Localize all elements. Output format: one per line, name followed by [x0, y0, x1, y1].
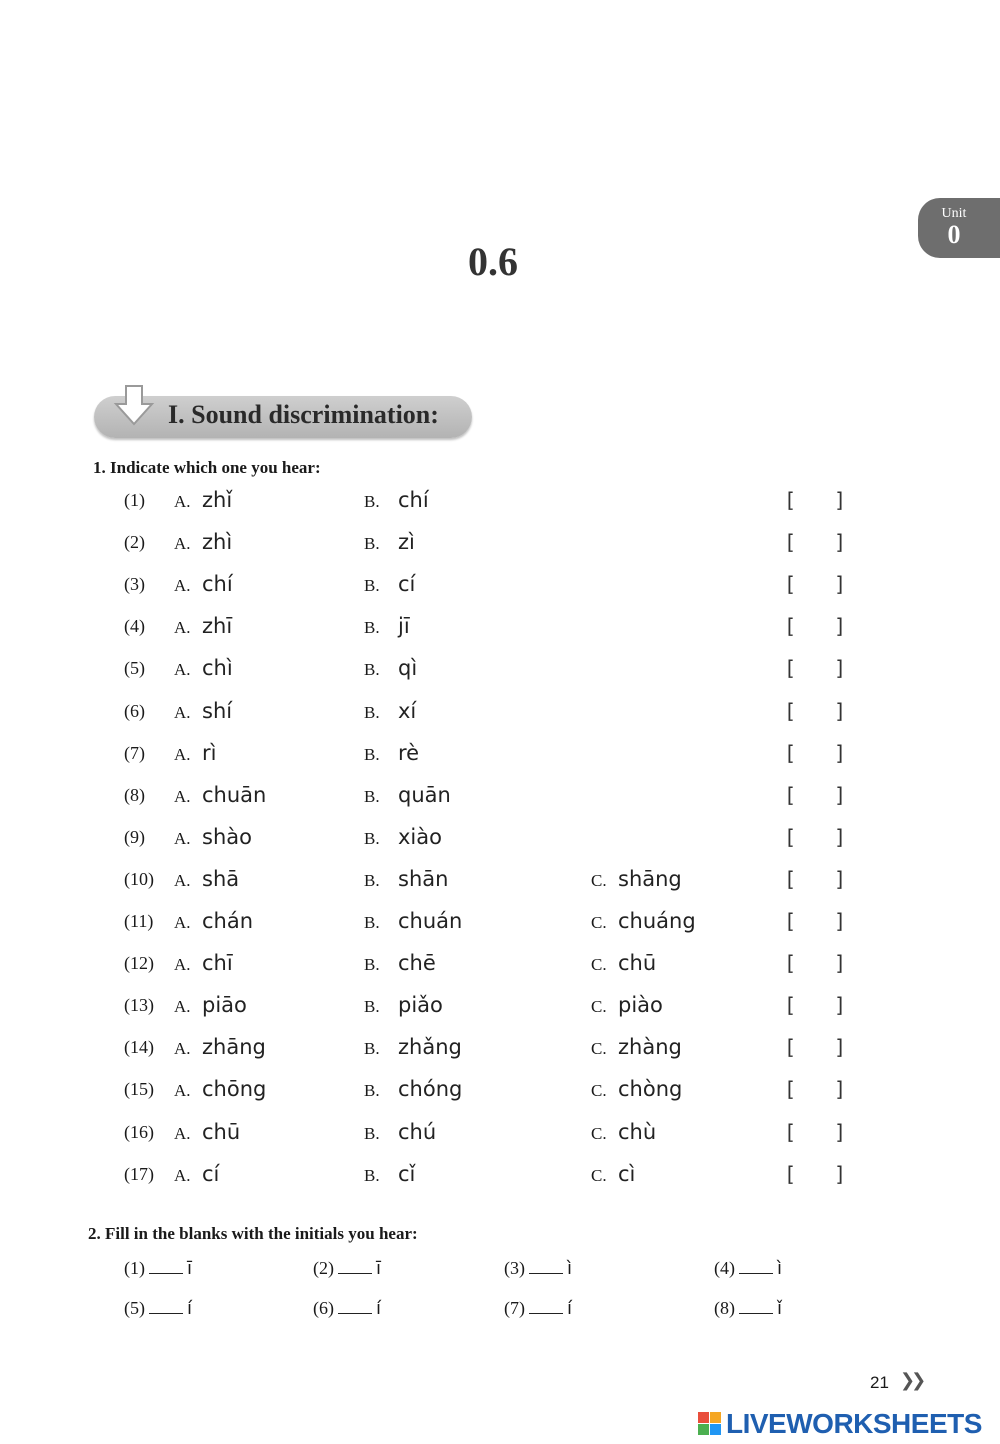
answer-bracket-close: ] [834, 572, 847, 597]
option-c-label: C. [591, 1165, 607, 1185]
answer-bracket-close: ] [834, 866, 847, 891]
item-number: (4) [714, 1258, 735, 1278]
answer-bracket-close: ] [834, 1119, 847, 1144]
blank-input[interactable] [529, 1259, 563, 1274]
option-a-pinyin[interactable]: shí [202, 698, 233, 723]
fill-blank-item[interactable] [714, 1258, 782, 1279]
final-vowel: ī [376, 1258, 382, 1279]
answer-bracket-close: ] [834, 614, 847, 639]
option-b-pinyin[interactable]: shān [398, 866, 449, 891]
item-number: (14) [124, 1037, 154, 1058]
option-c-pinyin[interactable]: chù [618, 1119, 657, 1144]
option-c-label: C. [591, 870, 607, 890]
item-number: (17) [124, 1163, 154, 1184]
option-a-label: A. [174, 576, 191, 596]
answer-bracket-open: [ [784, 698, 797, 723]
item-number: (8) [124, 784, 145, 805]
item-number: (6) [124, 700, 145, 721]
option-b-pinyin[interactable]: chuán [398, 909, 463, 933]
option-b-label: B. [364, 1081, 380, 1101]
blank-input[interactable] [338, 1299, 372, 1314]
double-chevron-right-icon: ❯❯ [900, 1370, 923, 1391]
fill-blank-item[interactable] [124, 1298, 192, 1319]
option-a-label: A. [174, 492, 191, 511]
item-number: (7) [504, 1298, 525, 1318]
fill-blank-item[interactable] [504, 1298, 572, 1319]
item-number: (1) [124, 1258, 145, 1278]
option-a-label: A. [174, 786, 191, 806]
option-a-pinyin[interactable]: chán [202, 909, 254, 933]
option-c-pinyin[interactable]: chòng [618, 1077, 683, 1102]
option-a-pinyin[interactable]: chuān [202, 782, 267, 807]
option-b-pinyin[interactable]: zhǎng [398, 1035, 462, 1060]
answer-bracket-open: [ [784, 1119, 797, 1144]
question-row [0, 951, 1000, 997]
answer-bracket-open: [ [784, 614, 797, 639]
option-b-label: B. [364, 660, 380, 680]
final-vowel: í [376, 1298, 382, 1319]
answer-bracket-close: ] [834, 1161, 847, 1186]
question-row [0, 740, 1000, 787]
option-a-label: A. [174, 955, 191, 975]
question-row [0, 698, 1000, 745]
down-arrow-icon [110, 382, 158, 430]
option-a-label: A. [174, 618, 191, 638]
option-a-label: A. [174, 744, 191, 764]
option-a-label: A. [174, 1165, 191, 1185]
answer-bracket-close: ] [834, 1035, 847, 1060]
option-c-pinyin[interactable]: zhàng [618, 1035, 682, 1060]
answer-bracket-open: [ [784, 1035, 797, 1060]
fill-blank-item[interactable] [313, 1258, 381, 1279]
answer-bracket-close: ] [834, 993, 847, 1018]
blank-input[interactable] [338, 1259, 372, 1274]
item-number: (5) [124, 1298, 145, 1318]
item-number: (10) [124, 868, 154, 889]
answer-bracket-close: ] [834, 740, 847, 765]
option-a-pinyin[interactable]: zhī [202, 614, 233, 639]
option-b-label: B. [364, 744, 380, 764]
item-number: (5) [124, 658, 145, 679]
option-a-label: A. [174, 913, 191, 932]
answer-bracket-open: [ [784, 951, 797, 976]
option-c-label: C. [591, 955, 607, 975]
answer-bracket-close: ] [834, 698, 847, 723]
item-number: (7) [124, 742, 145, 763]
final-vowel: ǐ [777, 1298, 783, 1319]
item-number: (2) [124, 532, 145, 553]
item-number: (15) [124, 1079, 154, 1100]
question-row [0, 656, 1000, 702]
question-row [0, 530, 1000, 576]
question-row [0, 993, 1000, 1039]
answer-bracket-open: [ [784, 488, 797, 512]
section-title: I. Sound discrimination: [168, 400, 439, 429]
question-row [0, 1077, 1000, 1123]
blank-input[interactable] [149, 1259, 183, 1274]
option-b-pinyin[interactable]: piǎo [398, 993, 443, 1018]
option-c-label: C. [591, 1123, 607, 1143]
option-a-pinyin[interactable]: chōng [202, 1077, 267, 1102]
answer-bracket-close: ] [834, 782, 847, 807]
item-number: (16) [124, 1121, 154, 1142]
item-number: (1) [124, 490, 145, 510]
option-c-label: C. [591, 1081, 607, 1101]
option-b-pinyin[interactable]: cǐ [398, 1161, 416, 1186]
option-b-label: B. [364, 1039, 380, 1059]
fill-blank-item[interactable] [124, 1258, 192, 1279]
option-b-pinyin[interactable]: qì [398, 656, 418, 681]
question-row [0, 1035, 1000, 1081]
option-a-pinyin[interactable]: piāo [202, 993, 247, 1018]
option-b-pinyin[interactable]: jī [398, 614, 410, 639]
option-a-pinyin[interactable]: zhǐ [202, 488, 233, 512]
question-row [0, 824, 1000, 871]
option-a-pinyin[interactable]: chī [202, 951, 233, 976]
question-row [0, 909, 1000, 955]
option-a-label: A. [174, 660, 191, 680]
option-a-label: A. [174, 702, 191, 722]
answer-bracket-open: [ [784, 1161, 797, 1186]
option-a-pinyin[interactable]: cí [202, 1161, 220, 1186]
option-a-pinyin[interactable]: shào [202, 824, 252, 849]
option-b-pinyin[interactable]: cí [398, 572, 416, 597]
answer-bracket-open: [ [784, 740, 797, 765]
answer-bracket-open: [ [784, 866, 797, 891]
option-c-label: C. [591, 1039, 607, 1059]
question-row [0, 866, 1000, 913]
blank-input[interactable] [739, 1299, 773, 1314]
option-b-label: B. [364, 1165, 380, 1185]
liveworksheets-logo-icon [698, 1412, 722, 1436]
final-vowel: í [567, 1298, 573, 1319]
option-b-label: B. [364, 702, 380, 722]
option-a-label: A. [174, 534, 191, 554]
option-a-label: A. [174, 828, 191, 848]
item-number: (3) [124, 574, 145, 595]
answer-bracket-open: [ [784, 572, 797, 597]
option-b-label: B. [364, 955, 380, 975]
question-row [0, 1161, 1000, 1208]
final-vowel: ì [567, 1258, 573, 1279]
question-1-heading: 1. Indicate which one you hear: [93, 458, 321, 477]
item-number: (2) [313, 1258, 334, 1278]
question-row [0, 614, 1000, 660]
option-c-label: C. [591, 997, 607, 1017]
option-a-pinyin[interactable]: chū [202, 1119, 241, 1144]
option-a-pinyin[interactable]: shā [202, 866, 240, 891]
question-row [0, 782, 1000, 829]
option-c-pinyin[interactable]: cì [618, 1161, 636, 1186]
item-number: (3) [504, 1258, 525, 1278]
option-a-pinyin[interactable]: chí [202, 572, 233, 597]
fill-blank-item[interactable] [504, 1258, 572, 1279]
final-vowel: ī [187, 1258, 193, 1279]
item-number: (11) [124, 911, 154, 931]
option-b-pinyin[interactable]: chóng [398, 1077, 463, 1102]
answer-bracket-close: ] [834, 530, 847, 555]
item-number: (12) [124, 953, 154, 974]
question-row [0, 572, 1000, 618]
option-a-pinyin[interactable]: chì [202, 656, 233, 681]
answer-bracket-open: [ [784, 782, 797, 807]
answer-bracket-open: [ [784, 530, 797, 555]
fill-blank-item[interactable] [714, 1298, 782, 1319]
unit-label: Unit [941, 206, 967, 221]
fill-blank-item[interactable] [313, 1298, 381, 1319]
option-a-pinyin[interactable]: zhì [202, 530, 233, 555]
blank-input[interactable] [149, 1299, 183, 1314]
option-a-label: A. [174, 870, 191, 890]
answer-bracket-close: ] [834, 656, 847, 681]
option-a-pinyin[interactable]: rì [202, 740, 217, 765]
option-a-label: A. [174, 1039, 191, 1059]
option-b-label: B. [364, 828, 380, 848]
option-a-label: A. [174, 1123, 191, 1143]
answer-bracket-open: [ [784, 1077, 797, 1102]
option-b-label: B. [364, 534, 380, 554]
question-2-heading: 2. Fill in the blanks with the initials you hear: [88, 1224, 418, 1243]
option-a-label: A. [174, 1081, 191, 1101]
question-row [0, 1119, 1000, 1166]
option-b-pinyin[interactable]: chú [398, 1119, 437, 1144]
option-b-pinyin[interactable]: zì [398, 530, 415, 555]
answer-bracket-open: [ [784, 909, 797, 933]
option-b-pinyin[interactable]: chē [398, 951, 436, 976]
item-number: (6) [313, 1298, 334, 1318]
answer-bracket-open: [ [784, 824, 797, 849]
option-b-label: B. [364, 786, 380, 806]
unit-number: 0 [947, 220, 961, 249]
option-b-label: B. [364, 618, 380, 638]
item-number: (13) [124, 995, 154, 1016]
option-b-label: B. [364, 576, 380, 596]
question-row [0, 488, 1000, 534]
option-c-pinyin[interactable]: chū [618, 951, 657, 976]
option-b-label: B. [364, 1123, 380, 1143]
option-b-pinyin[interactable]: xí [398, 698, 417, 723]
option-c-label: C. [591, 913, 607, 932]
answer-bracket-close: ] [834, 824, 847, 849]
option-c-pinyin[interactable]: shāng [618, 866, 682, 891]
brand-name: LIVEWORKSHEETS [726, 1408, 982, 1439]
option-b-label: B. [364, 492, 380, 511]
final-vowel: í [187, 1298, 193, 1319]
answer-bracket-close: ] [834, 951, 847, 976]
answer-bracket-open: [ [784, 656, 797, 681]
item-number: (4) [124, 616, 145, 637]
page-title: 0.6 [468, 239, 518, 284]
final-vowel: ì [777, 1258, 783, 1279]
option-b-pinyin[interactable]: xiào [398, 824, 442, 849]
answer-bracket-close: ] [834, 909, 847, 933]
option-b-pinyin[interactable]: chí [398, 488, 429, 512]
answer-bracket-close: ] [834, 488, 847, 512]
option-b-pinyin[interactable]: rè [398, 740, 420, 765]
option-b-label: B. [364, 913, 380, 932]
answer-bracket-open: [ [784, 993, 797, 1018]
option-a-pinyin[interactable]: zhāng [202, 1035, 266, 1060]
option-c-pinyin[interactable]: chuáng [618, 909, 696, 933]
blank-input[interactable] [739, 1259, 773, 1274]
page-number: 21 [870, 1373, 889, 1392]
option-b-pinyin[interactable]: quān [398, 782, 451, 807]
option-b-label: B. [364, 870, 380, 890]
option-c-pinyin[interactable]: piào [618, 993, 663, 1018]
blank-input[interactable] [529, 1299, 563, 1314]
answer-bracket-close: ] [834, 1077, 847, 1102]
option-a-label: A. [174, 997, 191, 1017]
option-b-label: B. [364, 997, 380, 1017]
item-number: (8) [714, 1298, 735, 1318]
item-number: (9) [124, 826, 145, 847]
